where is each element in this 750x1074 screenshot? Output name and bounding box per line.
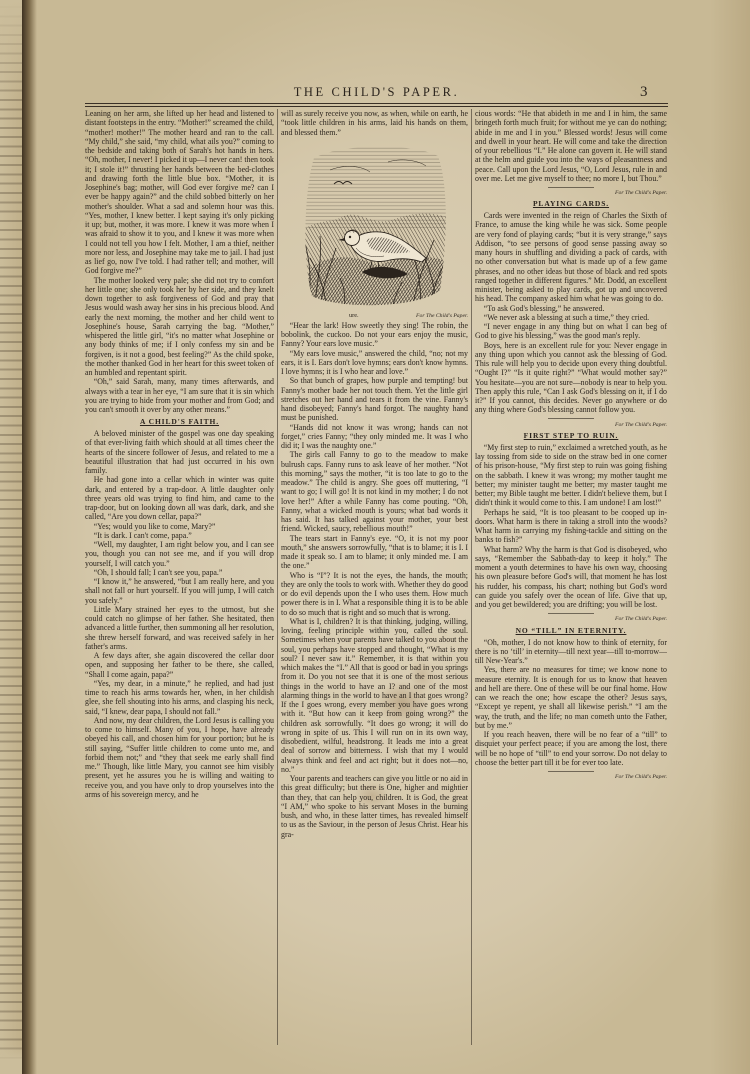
article-heading: NO “TILL” IN ETERNITY. bbox=[515, 625, 627, 635]
paragraph: Yes, there are no measures for time; we know none to measure eternity. It is enough for us to know that heaven and hell are there. One of these will be our final home. How can we reach the one; how escape the other? Jesus says, “Except ye repent, ye shall all likewise perish.” “I am the way, the truth, and the life; no man cometh unto the Father, but by me.” bbox=[475, 665, 667, 730]
column-3 bbox=[475, 109, 667, 1047]
paragraph: “My first step to ruin,” exclaimed a wretched youth, as he lay tossing from side to side on the straw bed in one corner of his prison-house, “My first step to ruin was going fishing on the sabbath. I knew it was wrong; my mother taught me better; my minister taught me better; my master taught me better; my Bible taught me better. I didn't believe them, but I didn't think it would come to this. I am undone! I am lost!” bbox=[475, 442, 667, 508]
column-2 bbox=[281, 109, 468, 1047]
rocks bbox=[300, 213, 450, 311]
paragraph: “Hands did not know it was wrong; hands can not forget,” cries Fanny; “they only minded me. It was I who did it; I was the naughty one.” bbox=[281, 422, 468, 451]
paragraph: So that bunch of grapes, how purple and tempting! but Fanny's mother bade her not touch them. Yet the little girl stretches out her hand and tears it from the vine. Fanny's hand disobeyed; Fanny's hand forgot. The naughty hand must be punished. bbox=[281, 376, 468, 423]
paragraph: “Yes; would you like to come, Mary?” bbox=[93, 521, 216, 531]
paragraph: Perhaps he said, “It is too pleasant to be cooped up in-doors. What harm is there in taking a stroll into the woods? What harm in carrying my fishing-tackle and sitting on the banks to fish?” bbox=[475, 507, 667, 545]
paragraph: “Hear the lark! How sweetly they sing! The robin, the bobolink, the cuckoo. Do not your ears enjoy the music, Fanny? Your ears love music.” bbox=[281, 320, 468, 349]
lark-illustration bbox=[299, 140, 451, 312]
illustration-title: ure. bbox=[349, 311, 359, 319]
paragraph: Boys, here is an excellent rule for you: Never engage in any thing upon which you cannot ask the blessing of God. This rule will help you to decide upon every thing doubtful. “Ought I?” “Is it quite right?” “What would mother say?” You hesitate—you are not sure—nobody is near to help you. Then apply this rule, “Can I ask God's blessing on it, if I do it?” If you cannot, this decides. Never go anywhere or do any thing where God's blessing cannot follow you. bbox=[475, 340, 667, 415]
paragraph: The girls call Fanny to go to the meadow to make bulrush caps. Fanny runs to ask leave of her mother. “Not this morning,” says the mother, “it is too late to go to the meadow.” The child is angry. She goes off muttering, “I want to go; I will go! It is not kind in my mother; I do not love her!” After a while Fanny has come pouting. “Oh, Fanny, what a wicked mouth is yours; what bad words it has said. It has talked against your mother, your best friend. Wicked, saucy, rebellious mouth!” bbox=[281, 450, 468, 534]
column-rule bbox=[277, 109, 278, 1045]
paragraph: “We never ask a blessing at such a time,” they cried. bbox=[483, 312, 650, 322]
paragraph: Cards were invented in the reign of Charles the Sixth of France, to amuse the king while he was sick. Some people are very fond of playing cards; “but it is very strange,” says Addison, “to see persons of good sense passing away so many hours in shuffling and dividing a pack of cards, with no other conversation but what is made up of a few game phrases, and no other ideas but those of black and red spots ranged together in different figures.” Mr. Dodd, an excellent minister, being asked to play cards, got up and uncovered his head. The company asked him what he was going to do. bbox=[475, 211, 667, 304]
paragraph: “Oh,” said Sarah, many, many times afterwards, and always with a tear in her eye, “I am sure that it is sin which you are trying to hide from your mother and from God; and you can't smooth it over by any other means.” bbox=[85, 377, 274, 414]
paragraph: cious words: “He that abideth in me and I in him, the same bringeth forth much fruit; for without me ye can do nothing; abide in me and I in you.” Blessed words! Jesus will come and dwell in your heart. He will come and take the direction of your rebellious “I.” He alone can govern it. He will stand at the helm and guide you into the ways of pleasantness and peace. Call upon the Lord Jesus, “O, Lord Jesus, rule in and over me. Let me give myself to thee; no more I, but Thou.” bbox=[475, 109, 667, 183]
paragraph: “My ears love music,” answered the child, “no; not my ears, it is I. Ears don't love hymns; ears don't know hymns. I love hymns; it is I who hear and love.” bbox=[281, 348, 468, 377]
article-heading: PLAYING CARDS. bbox=[532, 199, 610, 209]
article-divider bbox=[548, 771, 594, 772]
column-rule bbox=[471, 109, 472, 1045]
paragraph: Your parents and teachers can give you little or no aid in this great difficulty; but there is One, higher and mightier than they, that can help you, children. It is God, the great “I AM,” who spoke to his servant Moses in the burning bush, and who, in these latter times, has revealed himself to us as the Saviour, in the person of Jesus Christ. Hear his gra- bbox=[281, 774, 468, 839]
paragraph: “Oh, I should fall; I can't see you, papa.” bbox=[93, 567, 223, 577]
article-credit: For The Child's Paper. bbox=[615, 616, 667, 623]
paragraph: What is I, children? It is that thinking, judging, willing, loving, feeling principle within you, called the soul. Sometimes when your parents have talked to you about the soul, you perhaps have stopped and thought, “What is my soul? I never saw it.” Remember, it is that within you which makes the “I.” All that is good or bad in you springs from it. Do you not see that it is one of the most serious things in the world to have an I? and one of the most alarming things in the world to have an I that goes wrong? If the I goes wrong, every member you have goes wrong with it. “But how can it keep from going wrong?” the children ask sorrowfully. “It does go wrong; it will do wrong in spite of us. This I will run on in its own way, disobedient, wilful, headstrong. It leads me into a great deal of sorrow and bitterness. I wish that my I would always think and feel and act right; but it does not—no, no.” bbox=[281, 616, 468, 774]
illustration-caption bbox=[281, 312, 468, 320]
article-credit: For The Child's Paper. bbox=[615, 421, 667, 428]
paragraph: “Well, my daughter, I am right below you, and I can see you, though you can not see me, and if you will drop yourself, I will catch you.” bbox=[85, 540, 274, 568]
paragraph: And now, my dear children, the Lord Jesus is calling you to come to himself. Many of you, I hope, have already obeyed his call, and chosen him for your portion; but he is still saying, “Suffer little children to come unto me, and forbid them not;” and “they that seek me early shall find me.” Though, like little Mary, you cannot see him visibly present, yet he assures you he is willing and waiting to receive you, and you have only to drop yourselves into the arms of his sovereign mercy, and he bbox=[85, 715, 274, 799]
paragraph: “It is dark. I can't come, papa.” bbox=[93, 530, 192, 540]
paragraph: “I never engage in any thing but on what I can beg of God to give his blessing,” was the good man's reply. bbox=[475, 322, 667, 341]
masthead-title: THE CHILD'S PAPER. bbox=[293, 85, 460, 99]
facing-page-margin bbox=[0, 0, 24, 1074]
article-divider bbox=[548, 418, 594, 419]
paragraph: The mother looked very pale; she did not try to comfort her little one; she only took her by her side, and they knelt down together to ask forgiveness of God and pray that Jesus would wash away her sins in his precious blood. And early the next morning, the mother and her child went to Josephine's house, Sarah carrying the bag. “Mother,” whispered the little girl, “it's no matter what Josephine or any body thinks of me; if I only confess my sin and be forgiven, is it not a good, best feeling?” As the child spoke, the mother thanked God in her heart for this sweet token of an humbled and repentant spirit. bbox=[85, 275, 274, 377]
paragraph: “Oh, mother, I do not know how to think of eternity, for there is no ‘till’ in eternity—till next year—till to-morrow—till New-Year's.” bbox=[475, 637, 667, 666]
paragraph: “To ask God's blessing,” he answered. bbox=[483, 303, 605, 313]
page-edge-shading bbox=[710, 0, 750, 1074]
paragraph: The tears start in Fanny's eye. “O, it is not my poor mouth,” she answers sorrowfully, “that is to blame; it is I. I made it speak so. I am to blame; it only minded me. I am the one.” bbox=[281, 533, 468, 571]
article-credit: For The Child's Paper. bbox=[615, 773, 667, 780]
article-heading: A CHILD'S FAITH. bbox=[139, 417, 220, 426]
article-divider bbox=[548, 613, 594, 614]
illustration-credit: For The Child's Paper. bbox=[416, 312, 468, 319]
column-1 bbox=[85, 109, 274, 1047]
paragraph: will as surely receive you now, as when, while on earth, he “took little children in his arms, laid his hands on them, and blessed them.” bbox=[281, 109, 468, 137]
article-credit: For The Child's Paper. bbox=[615, 189, 667, 196]
paragraph: “I know it,” he answered, “but I am really here, and you shall not fall or hurt yourself. If you will jump, I will catch you safely.” bbox=[85, 577, 274, 605]
paragraph: What harm? Why the harm is that God is disobeyed, who says, “Remember the Sabbath-day to keep it holy.” The moment a youth determines to have his own way, choosing his own pleasure before God's will, that moment he has lost his rudder, his compass, his chart; nothing but God's word can guide you safely over the ocean of life. Give that up, and you get bewildered; you are drifting; you will be lost. bbox=[475, 544, 667, 610]
paragraph: Who is “I”? It is not the eyes, the hands, the mouth; they are only the tools to work with. Whether they do good or do evil depends upon the I who uses them. How much power there is in I. What a responsible thing it is to be able to do so much that is right and so much that is wrong. bbox=[281, 570, 468, 617]
masthead-rule bbox=[85, 103, 668, 107]
article-divider bbox=[548, 187, 594, 188]
paragraph: A few days after, she again discovered the cellar door open, and supposing her father to be there, she called, “Shall I come again, papa?” bbox=[85, 651, 274, 679]
article-heading: FIRST STEP TO RUIN. bbox=[523, 430, 619, 440]
paragraph: Little Mary strained her eyes to the utmost, but she could catch no glimpse of her father. She hesitated, then advanced a little further, then summoning all her resolution, she threw herself forward, and was received safely in her father's arms. bbox=[85, 604, 274, 651]
paragraph: If you reach heaven, there will be no fear of a “till” to disquiet your perfect peace; if you are among the lost, there will be no hope of “till” to end your sorrow. Do not delay to choose the better part till it be for ever too late. bbox=[475, 730, 667, 767]
paragraph: He had gone into a cellar which in winter was quite dark, and entered by a trap-door. A little daughter only three years old was trying to find him, and came to the trap-door, but on looking down all was dark, dark, and she called, “Are you down cellar, papa?” bbox=[85, 475, 274, 522]
paragraph: “Yes, my dear, in a minute,” he replied, and had just time to reach his arms towards her, when, in her childish glee, she fell shouting into his arms, and clasping his neck, said, “I knew, dear papa, I should not fall.” bbox=[85, 678, 274, 716]
paragraph: A beloved minister of the gospel was one day speaking of that ever-living faith which should at all times cheer the hearts of the sincere follower of Jesus, and related to me a beautiful illustration that had just occurred in his own family. bbox=[85, 429, 274, 476]
paragraph: Leaning on her arm, she lifted up her head and listened to distant footsteps in the entry. “Mother!” screamed the child, “mother! mother!” The mother heard and ran to the call. “My child,” she said, “my child, what ails you?” coming to the bedside and taking both of Sarah's hot hands in hers. “Oh, mother, I never! I picked it up—I never can! then took it; I stole it!” thrusting her hands between the bed-clothes and drawing forth the little blue box. “Mother, it is Josephine's bag; mother, will God ever forgive me? can I ever be happy again?” and the child sobbed bitterly on her mother's shoulder. What a sad and solemn hour was this. “Yes, mother, I knew better. I kept saying it's only picking it up; but, mother, it was more. I knew it was more when I was afraid to show it to you, and I knew it was more when I could not tell you how I felt. Mother, I am a thief, neither more nor less, and Josephine may take me to jail. I had just as lief go, now I've told. I had rather tell; and mother, will God forgive me?” bbox=[85, 109, 274, 276]
page-number: 3 bbox=[640, 84, 648, 100]
binding-shadow bbox=[22, 0, 42, 1074]
